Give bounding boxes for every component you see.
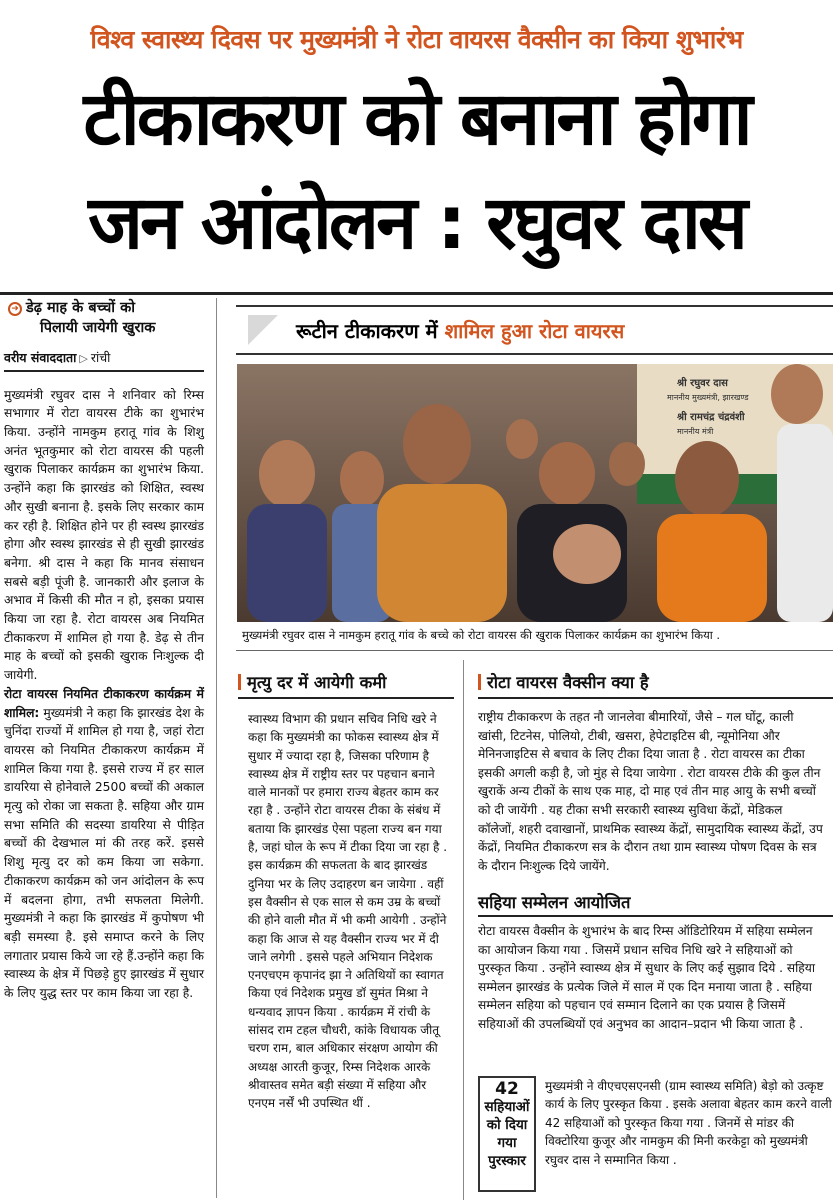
caption-divider [236,650,833,651]
section-body-sahiya: रोटा वायरस वैक्सीन के शुभारंभ के बाद रिम्स ऑडिटोरियम में सहिया सम्मेलन का आयोजन किया गया . जिसमें प्रधान सचिव निधि खरे ने सहियाओं को पुरस्कृत किया . उन्होंने स्वास्थ्य क्षेत्र में सुधार के लिए कई सुझाव दिये . सहिया सम्मेलन झारखंड के प्रत्येक जिले में साल में एक दिन मनाया जाता है . सहिया सम्मेलन सहिया को पहचान एवं सम्मान दिलाने का एक प्रयास है जिसमें सहियाओं की उपलब्धियों एवं अनुभव का आदान–प्रदान भी किया जाता है . [478,924,816,1031]
section-heading-sahiya [478,890,630,913]
byline [4,349,204,372]
sub-headline-prefix: रूटीन टीकाकरण में [296,319,438,343]
award-line1: सहियाओं [484,1099,530,1115]
column-divider-2 [463,660,464,1200]
headline-divider [0,292,833,295]
photo-caption: मुख्यमंत्री रघुवर दास ने नामकुम हरातू गांव के बच्चे को रोटा वायरस की खुराक पिलाकर कार्यक्रम का शुभारंभ किया . [242,628,721,642]
main-headline-line1: टीकाकरण को बनाना होगा [83,76,750,162]
section-title-sahiya: सहिया सम्मेलन आयोजित [478,893,631,912]
photo-banner-line3: श्री रामचंद्र चंद्रवंशी [677,412,745,423]
heading-marker [238,674,241,690]
photo-banner-line1: श्री रघुवर दास [677,378,728,389]
section-body-vaccine: राष्ट्रीय टीकाकरण के तहत नौ जानलेवा बीमारियों, जैसे – गल घोंटू, काली खांसी, टिटनेस, पोलियो, टीबी, खसरा, हेपेटाइटिस बी, न्यूमोनिया और मेनिनजाइटिस से बचाव के लिए टीका दिया जाता है . रोटा वायरस का टीका इसकी अगली कड़ी है, जो मुंह से दिया जायेगा . रोटा वायरस टीके की कुल तीन खुराकें अन्य टीकों के साथ एक माह, दो माह एवं तीन माह आयु के सभी बच्चों को दी जायेंगी . यह टीका सभी सरकारी स्वास्थ्य सुविधा केंद्रों, मेडिकल कॉलेजों, शहरी दवाखानों, प्राथमिक स्वास्थ्य केंद्रों, सामुदायिक स्वास्थ्य केंद्रों, उप केंद्रों, नियमित टीकाकरण सत्र के दौरान तथा ग्राम स्वास्थ्य पोषण दिवस के सत्र के दौरान निःशुल्क दिये जायेंगे. [478,710,823,873]
main-headline-line2: जन आंदोलन : रघुवर दास [88,180,745,266]
section-rule-vaccine [478,697,833,699]
section-heading-vaccine [478,670,649,693]
photo-banner-line4: माननीय मंत्री [677,427,714,436]
kicker-headline: विश्व स्वास्थ्य दिवस पर मुख्यमंत्री ने रोटा वायरस वैक्सीन का किया शुभारंभ [90,25,743,54]
award-line4: पुरस्कार [488,1153,526,1169]
photo-banner-line2: माननीय मुख्यमंत्री, झारखण्ड [667,393,749,402]
news-photo [237,364,833,622]
section-rule-sahiya [478,915,833,917]
section-rule-mortality [238,697,454,699]
triangle-icon: ▷ [79,351,88,365]
award-highlight-box [478,1076,536,1192]
banner-corner-decoration [248,315,278,345]
highlight-line1: डेढ़ माह के बच्चों को [26,300,135,316]
arrow-circle-icon: ➜ [8,302,22,316]
award-body-text: मुख्यमंत्री ने वीएचएसएनसी (ग्राम स्वास्थ्य समिति) बेड़ो को उत्कृष्ट कार्य के लिए पुरस्कृत किया . इसके अलावा बेहतर काम करने वाली 42 सहियाओं को पुरस्कृत किया गया . जिनमें से मांडर की विक्टोरिया कुजूर और नामकुम की मिनी करकेट्टा को मुख्यमंत्री रघुवर दास ने सम्मानित किया . [545,1079,832,1167]
section-body-mortality: स्वास्थ्य विभाग की प्रधान सचिव निधि खरे ने कहा कि मुख्यमंत्री का फोकस स्वास्थ्य क्षेत्र में सुधार में ज्यादा रहा है, जिसका परिणाम है स्वास्थ्य क्षेत्र में राष्ट्रीय स्तर पर पहचान बनाने वाले मानकों पर हमारा राज्य बेहतर काम कर रहा है . उन्होंने रोटा वायरस टीका के संबंध में बताया कि झारखंड ऐसा पहला राज्य बन गया है, जहां घोल के रूप में टीका दिया जा रहा है . इस कार्यक्रम की सफलता के बाद झारखंड दुनिया भर के लिए उदाहरण बन जायेगा . वहीं इस वैक्सीन से एक साल से कम उम्र के बच्चों की होने वाली मौत में भी कमी आयेगी . उन्होंने कहा कि आज से यह वैक्सीन राज्य भर में दी जाने लगेगी . इससे पहले अभियान निदेशक एनएचएम कृपानंद झा ने अतिथियों का स्वागत किया एवं निदेशक प्रमुख डॉ सुमंत मिश्रा ने धन्यवाद ज्ञापन किया . कार्यक्रम में रांची के सांसद राम टहल चौधरी, कांके विधायक जीतू चरण राम, बाल अधिकार संरक्षण आयोग की अध्यक्ष आरती कुजूर, रिम्स निदेशक आरके श्रीवास्तव समेत बड़ी संख्या में सहिया और एनएम नर्सें भी उपस्थित थीं . [248,712,448,1111]
photo-illustration [237,364,833,622]
award-number: 42 [495,1079,519,1099]
section-heading-mortality [238,670,386,693]
award-line3: गया [497,1135,517,1151]
sub-headline-banner [236,305,833,355]
left-paragraph-2 [4,685,204,1003]
section-title-mortality: मृत्यु दर में आयेगी कमी [247,673,387,692]
column-divider [216,298,217,1198]
heading-marker [478,674,481,690]
sub-headline-highlight: शामिल हुआ रोटा वायरस [444,319,625,343]
reporter-name: वरीय संवाददाता [4,349,77,365]
left-paragraph-1: मुख्यमंत्री रघुवर दास ने शनिवार को रिम्स सभागार में रोटा वायरस टीके का शुभारंभ किया. उन्होंने नामकुम हरातू गांव के शिशु अनंत भूतकुमार को रोटा वायरस की पहली खुराक पिलाकर कार्यक्रम का शुभारंभ किया. उन्होंने कहा कि झारखंड को शिक्षित, स्वस्थ और सुखी बनाना है. इसके लिए सरकार काम कर रही है. शिक्षित होने पर ही स्वस्थ झारखंड होगा और स्वस्थ झारखंड से ही सुखी झारखंड बनेगा. श्री दास ने कहा कि मानव संसाधन सबसे बड़ी पूंजी है. जानकारी और इलाज के अभाव में किसी की मौत न हो, इसका प्रयास किया जा रहा है. रोटा वायरस अब नियमित टीकाकरण में शामिल हो गया है. डेढ़ से तीन माह के बच्चों को इसकी खुराक निःशुल्क दी जायेगी. [4,387,204,683]
dateline-city: रांची [90,349,111,365]
highlight-line2: पिलायी जायेगी खुराक [40,320,156,337]
left-article-body [4,386,204,1003]
award-line2: को दिया [486,1117,528,1133]
highlight-box [4,298,204,339]
section-title-vaccine: रोटा वायरस वैक्सीन क्या है [487,673,649,692]
left-paragraph-2-text: मुख्यमंत्री ने कहा कि झारखंड देश के चुनिंदा राज्यों में शामिल हो गया है, जहां रोटा वायरस को नियमित टीकाकरण कार्यक्रम में शामिल किया गया है. इससे राज्य में हर साल डायरिया से होनेवाले 2500 बच्चों की अकाल मृत्यु को रोका जा सकता है. सहिया और ग्राम सभा समिति की सदस्या डायरिया से पीड़ित बच्चों की देखभाल मां की तरह करें. इससे शिशु मृत्यु दर को कम किया जा सकेगा. टीकाकरण कार्यक्रम को जन आंदोलन के रूप में बदलना होगा, तभी सफलता मिलेगी. मुख्यमंत्री ने कहा कि झारखंड में कुपोषण भी बड़ी समस्या है. इसे समाप्त करने के लिए लगातार प्रयास किये जा रहे हैं.उन्होंने कहा कि स्वास्थ्य के क्षेत्र में पिछड़े हुए झारखंड में सुधार के लिए युद्ध स्तर पर काम किया जा रहा है. [4,705,204,1001]
left-column [4,298,204,1198]
left-subhead: रोटा वायरस नियमित टीकाकरण कार्यक्रम में शामिल: [4,686,204,720]
